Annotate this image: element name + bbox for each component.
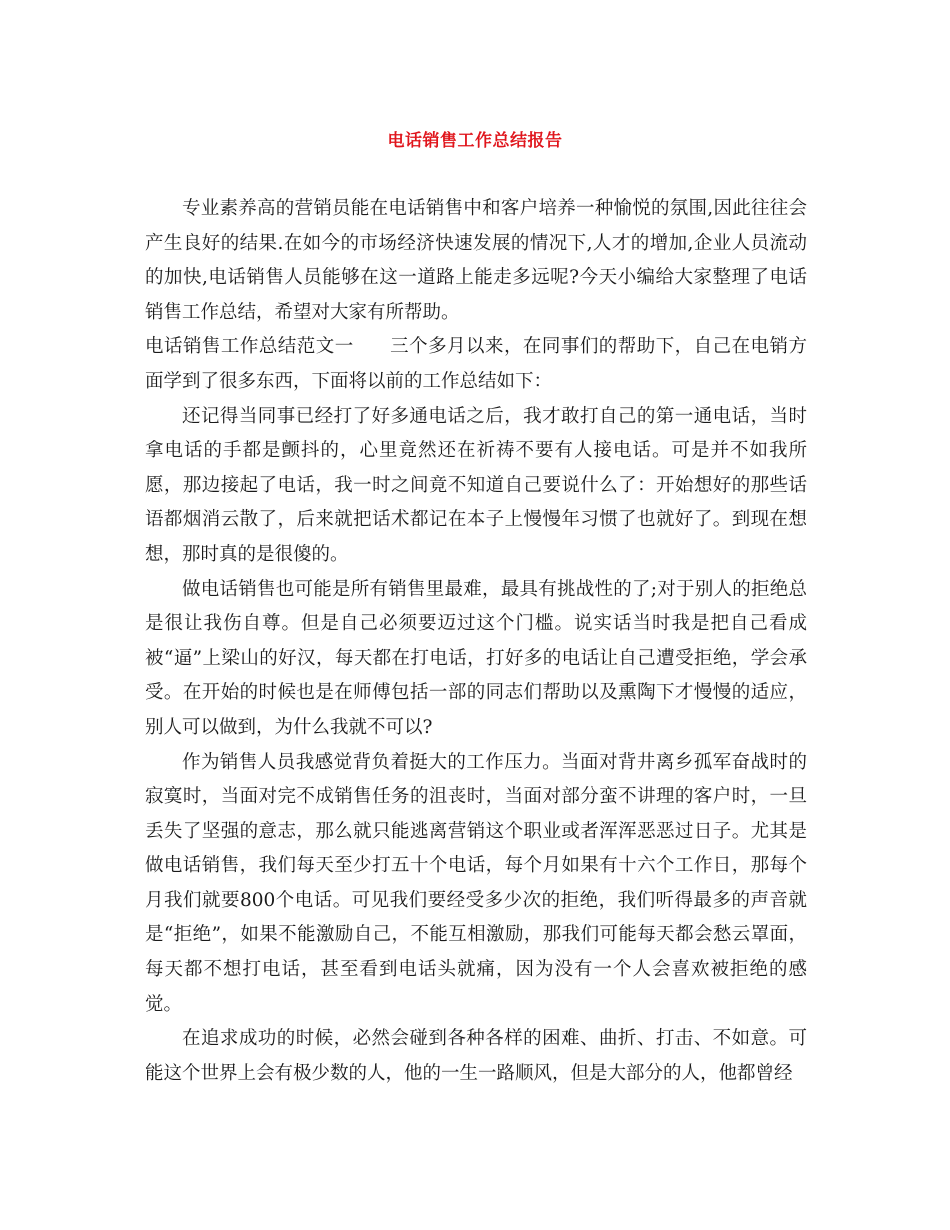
body-paragraph-4: 在追求成功的时候，必然会碰到各种各样的困难、曲折、打击、不如意。可能这个世界上会有极少数的人，他的一生一路顺风，但是大部分的人，他都曾经: [145, 1028, 807, 1084]
document-title: 电话销售工作总结报告: [387, 131, 563, 151]
sample-heading: 电话销售工作总结范文一: [145, 336, 354, 358]
intro-paragraph: 专业素养高的营销员能在电话销售中和客户培养一种愉悦的氛围,因此往往会产生良好的结果.在如今的市场经济快速发展的情况下,人才的增加,企业人员流动的加快,电话销售人员能够在这一道路上能走多远呢?今天小编给大家整理了电话销售工作总结，希望对大家有所帮助。: [145, 198, 807, 323]
document-body: [145, 192, 807, 1091]
body-paragraph-2: 做电话销售也可能是所有销售里最难，最具有挑战性的了;对于别人的拒绝总是很让我伤自尊。但是自己必须要迈过这个门槛。说实话当时我是把自己看成被“逼”上梁山的好汉，每天都在打电话，打好多的电话让自己遭受拒绝，学会承受。在开始的时候也是在师傅包括一部的同志们帮助以及熏陶下才慢慢的适应，别人可以做到，为什么我就不可以?: [145, 578, 807, 738]
body-paragraph-3: 作为销售人员我感觉背负着挺大的工作压力。当面对背井离乡孤军奋战时的寂寞时，当面对完不成销售任务的沮丧时，当面对部分蛮不讲理的客户时，一旦丢失了坚强的意志，那么就只能逃离营销这个职业或者浑浑恶恶过日子。尤其是做电话销售，我们每天至少打五十个电话，每个月如果有十六个工作日，那每个月我们就要800个电话。可见我们要经受多少次的拒绝，我们听得最多的声音就是“拒绝”，如果不能激励自己，不能互相激励，那我们可能每天都会愁云罩面，每天都不想打电话，甚至看到电话头就痛，因为没有一个人会喜欢被拒绝的感觉。: [145, 751, 807, 1015]
body-paragraph-1: 还记得当同事已经打了好多通电话之后，我才敢打自己的第一通电话，当时拿电话的手都是颤抖的，心里竟然还在祈祷不要有人接电话。可是并不如我所愿，那边接起了电话，我一时之间竟不知道自己要说什么了：开始想好的那些话语都烟消云散了，后来就把话术都记在本子上慢慢年习惯了也就好了。到现在想想，那时真的是很傻的。: [145, 405, 807, 565]
sample-heading-paragraph: [145, 330, 807, 399]
sample-opening: 三个多月以来，在同事们的帮助下，自己在电销方面学到了很多东西，下面将以前的工作总结如下：: [145, 336, 807, 392]
